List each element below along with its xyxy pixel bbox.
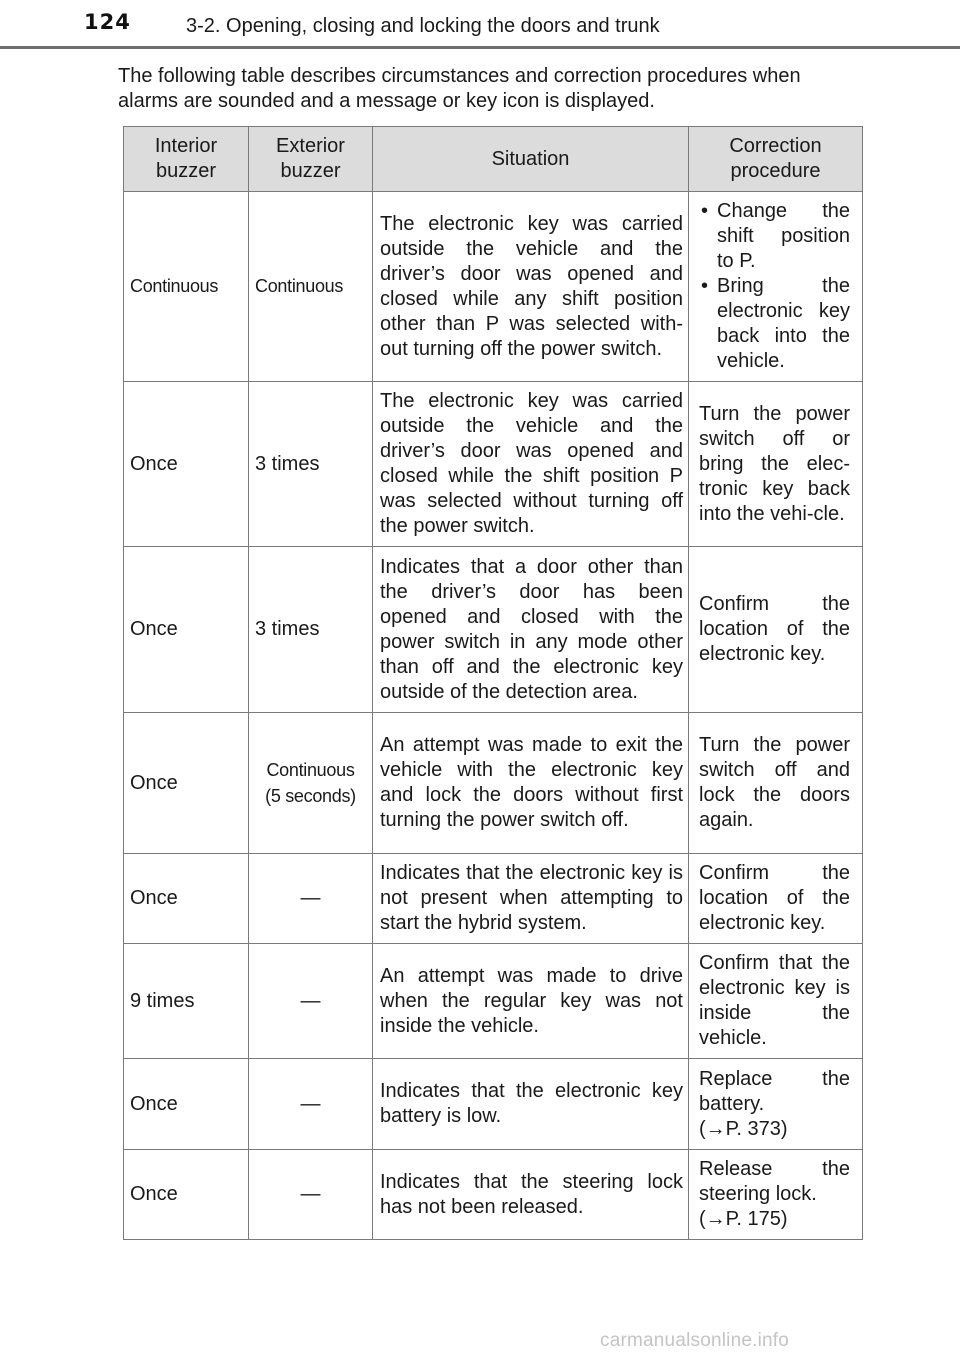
interior-buzzer-value: Continuous: [130, 276, 219, 296]
header-rule: [0, 46, 960, 49]
alarm-table: [123, 126, 863, 1240]
page-reference-link[interactable]: (→P. 373): [699, 1117, 788, 1140]
situation-cell: The electronic key was carried outside the vehicle and the driver’s door was opened and closed while the shift position P was selected without turning off the power switch.: [373, 382, 689, 547]
situation-cell: An attempt was made to drive when the regular key was not inside the vehicle.: [373, 944, 689, 1059]
correction-item: • Change the shift position to P.: [699, 199, 850, 274]
exterior-buzzer-line: (5 seconds): [265, 786, 356, 806]
dash-mark: —: [300, 989, 321, 1012]
header-situation: Situation: [373, 127, 689, 192]
interior-buzzer-cell: Once: [124, 1150, 249, 1240]
exterior-buzzer-cell: [249, 944, 373, 1059]
watermark: carmanualsonline.info: [600, 1330, 790, 1351]
header-exterior-buzzer: Exterior buzzer: [249, 127, 373, 192]
interior-buzzer-cell: Once: [124, 1059, 249, 1150]
situation-cell: Indicates that a door other than the driver’s door has been opened and closed with the power switch in any mode other than off and the electronic key outside of the detection area.: [373, 547, 689, 713]
correction-cell: [689, 192, 863, 382]
exterior-buzzer-cell: [249, 192, 373, 382]
correction-cell: [689, 1150, 863, 1240]
table-row: [124, 547, 863, 713]
interior-buzzer-cell: 9 times: [124, 944, 249, 1059]
situation-cell: An attempt was made to exit the vehicle with the electronic key and lock the doors without first turning the power switch off.: [373, 713, 689, 854]
correction-text: Release the steering lock.: [699, 1158, 850, 1205]
header-correction-procedure: Correction procedure: [689, 127, 863, 192]
exterior-buzzer-cell: 3 times: [249, 547, 373, 713]
intro-paragraph: The following table describes circumstances and correction procedures when alarms are sounded and a message or key icon is displayed.: [118, 65, 801, 112]
header-interior-buzzer: Interior buzzer: [124, 127, 249, 192]
exterior-buzzer-cell: [249, 713, 373, 854]
table-row: [124, 192, 863, 382]
interior-buzzer-cell: Once: [124, 854, 249, 944]
correction-cell: Turn the power switch off or bring the elec-tronic key back into the vehi-cle.: [689, 382, 863, 547]
page-reference-link[interactable]: (→P. 175): [699, 1208, 788, 1230]
exterior-buzzer-cell: [249, 854, 373, 944]
correction-cell: [689, 1059, 863, 1150]
situation-cell: Indicates that the electronic key battery is low.: [373, 1059, 689, 1150]
dash-mark: —: [300, 1092, 321, 1115]
table-row: [124, 854, 863, 944]
correction-text: Replace the battery.: [699, 1067, 850, 1115]
correction-cell: Confirm the location of the electronic key.: [689, 547, 863, 713]
situation-cell: The electronic key was carried outside the vehicle and the driver’s door was opened and closed while any shift position other than P was selected with-out turning off the power switch.: [373, 192, 689, 382]
correction-item: • Bring the electronic key back into the vehicle.: [699, 274, 850, 374]
table-row: [124, 382, 863, 547]
exterior-buzzer-value: Continuous: [255, 276, 344, 296]
exterior-buzzer-cell: [249, 1059, 373, 1150]
table-row: [124, 1150, 863, 1240]
correction-cell: Confirm that the electronic key is inside the vehicle.: [689, 944, 863, 1059]
exterior-buzzer-cell: [249, 1150, 373, 1240]
exterior-buzzer-cell: 3 times: [249, 382, 373, 547]
exterior-buzzer-line: Continuous: [266, 760, 355, 780]
correction-cell: Confirm the location of the electronic key.: [689, 854, 863, 944]
dash-mark: —: [300, 887, 321, 909]
section-title: 3-2. Opening, closing and locking the doors and trunk: [186, 15, 660, 37]
correction-list: [699, 199, 850, 374]
situation-cell: Indicates that the steering lock has not been released.: [373, 1150, 689, 1240]
interior-buzzer-cell: Once: [124, 382, 249, 547]
interior-buzzer-cell: Once: [124, 713, 249, 854]
table-row: [124, 944, 863, 1059]
table-row: [124, 713, 863, 854]
table-header-row: [124, 127, 863, 192]
table-row: [124, 1059, 863, 1150]
dash-mark: —: [300, 1183, 321, 1205]
page-number: 124: [84, 10, 131, 34]
situation-cell: Indicates that the electronic key is not present when attempting to start the hybrid system.: [373, 854, 689, 944]
interior-buzzer-cell: [124, 192, 249, 382]
interior-buzzer-cell: Once: [124, 547, 249, 713]
correction-cell: Turn the power switch off and lock the doors again.: [689, 713, 863, 854]
